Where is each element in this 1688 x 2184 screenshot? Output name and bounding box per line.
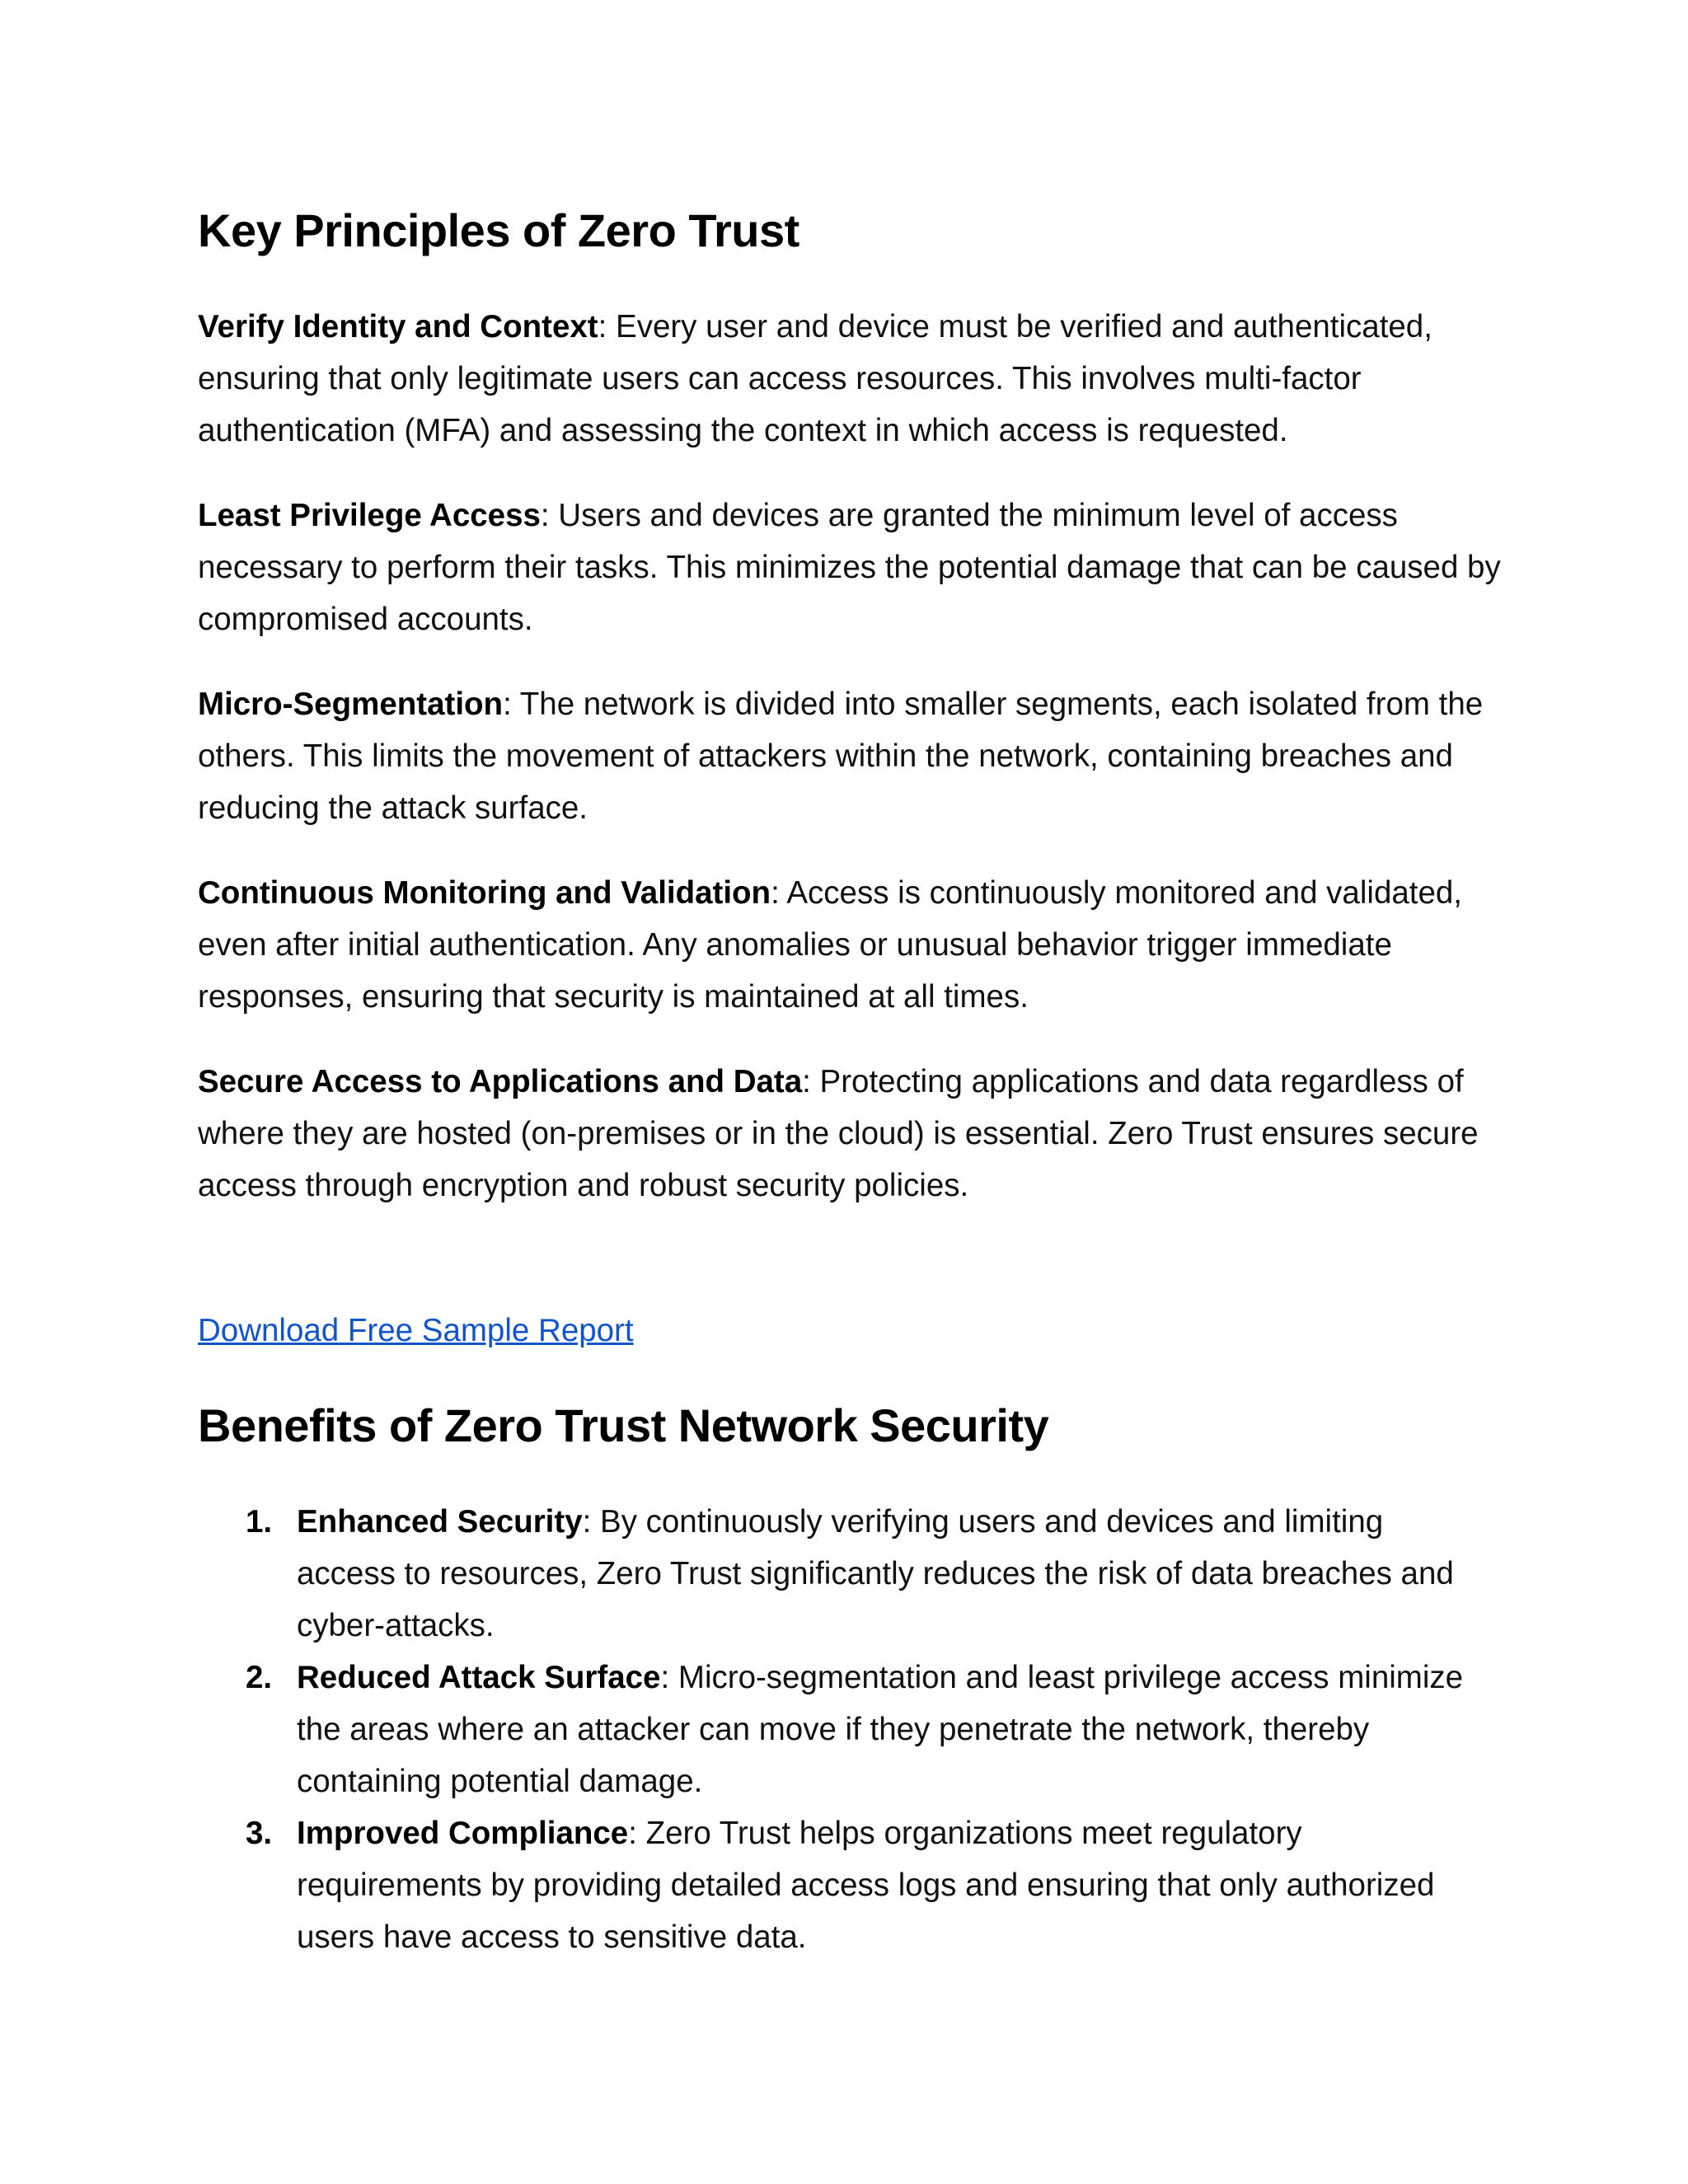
- benefit-title: Enhanced Security: [297, 1504, 583, 1540]
- principle-text: : Every user and device must be verified and authenticated, ensuring that only legitimate users can access resources. This involves multi-factor authentication (MFA) and assessing the context in which access is requested.: [198, 309, 1432, 448]
- principles-heading: Key Principles of Zero Trust: [198, 204, 799, 256]
- principle-text: : Protecting applications and data regardless of where they are hosted (on-premises or in the cloud) is essential. Zero Trust ensures secure access through encryption and robust security policies.: [198, 1064, 1479, 1203]
- list-item: [198, 1652, 1484, 1807]
- principle-title: Micro-Segmentation: [198, 687, 504, 722]
- principle-paragraph: [198, 301, 1517, 457]
- list-number: 1.: [246, 1504, 273, 1540]
- list-number: 2.: [246, 1660, 273, 1695]
- principle-title: Verify Identity and Context: [198, 309, 598, 344]
- benefits-list: [198, 1496, 1484, 1963]
- download-sample-report-link[interactable]: Download Free Sample Report: [198, 1313, 634, 1348]
- principle-title: Continuous Monitoring and Validation: [198, 875, 771, 911]
- list-number: 3.: [246, 1816, 273, 1851]
- principle-paragraph: [198, 678, 1517, 834]
- principle-paragraph: [198, 490, 1517, 645]
- principle-text: : The network is divided into smaller segments, each isolated from the others. This limits the movement of attackers within the network, containing breaches and reducing the attack surface.: [198, 687, 1484, 826]
- list-item: [198, 1496, 1484, 1652]
- principles-section: [198, 301, 1517, 1244]
- principle-text: : Access is continuously monitored and validated, even after initial authentication. Any anomalies or unusual behavior trigger immediate responses, ensuring that security is maintained at all times.: [198, 875, 1462, 1015]
- principle-paragraph: [198, 1056, 1517, 1212]
- benefit-text: : By continuously verifying users and devices and limiting access to resources, Zero Trust significantly reduces the risk of data breaches and cyber-attacks.: [297, 1504, 1454, 1643]
- benefit-text: : Zero Trust helps organizations meet regulatory requirements by providing detailed access logs and ensuring that only authorized users have access to sensitive data.: [297, 1816, 1435, 1955]
- benefit-title: Reduced Attack Surface: [297, 1660, 661, 1695]
- principle-paragraph: [198, 867, 1517, 1023]
- principle-title: Least Privilege Access: [198, 498, 541, 533]
- benefit-title: Improved Compliance: [297, 1816, 629, 1851]
- principle-title: Secure Access to Applications and Data: [198, 1064, 803, 1099]
- benefits-heading: Benefits of Zero Trust Network Security: [198, 1399, 1049, 1451]
- list-item: [198, 1807, 1484, 1963]
- benefit-text: : Micro-segmentation and least privilege access minimize the areas where an attacker can move if they penetrate the network, thereby containing potential damage.: [297, 1660, 1464, 1799]
- principle-text: : Users and devices are granted the minimum level of access necessary to perform their tasks. This minimizes the potential damage that can be caused by compromised accounts.: [198, 498, 1501, 637]
